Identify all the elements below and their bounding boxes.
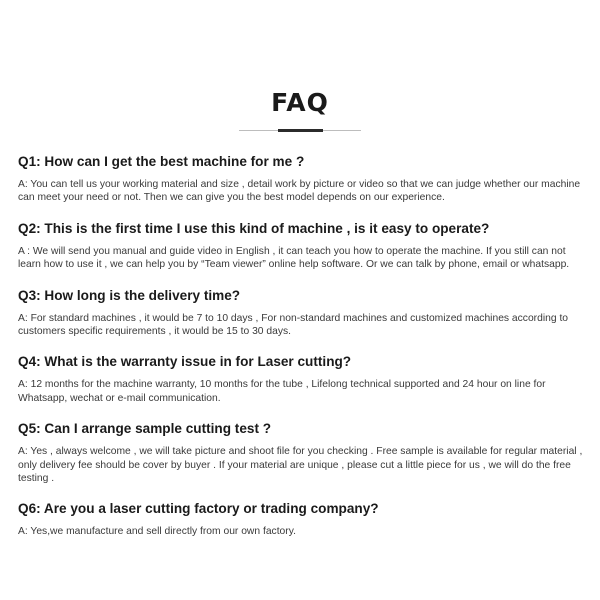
faq-question: Q1: How can I get the best machine for me ? [18,154,305,169]
faq-question: Q3: How long is the delivery time? [18,287,241,303]
faq-answer: A: Yes,we manufacture and sell directly from our own factory. [18,526,296,538]
faq-question: Q2: This is the first time I use this kind of machine , is it easy to operate? [18,220,490,236]
faq-item [18,353,590,405]
title-divider-accent [278,129,323,132]
page-title: FAQ [271,88,329,117]
faq-answer: A: You can tell us your working material and size , detail work by picture or video so that we can judge whether our machine can meet your need or not. Then we can give you the best model depends on our experience. [18,179,581,204]
faq-question: Q5: Can I arrange sample cutting test ? [18,421,272,437]
faq-item [18,220,590,272]
faq-list [18,153,590,539]
faq-answer: A : We will send you manual and guide video in English , it can teach you how to operate the machine. If you still can not learn how to use it , we can help you by “Team viewer” online help software. Or we can talk by phone, email or whatsapp. [18,245,570,271]
faq-answer: A: For standard machines , it would be 7 to 10 days , For non-standard machines and customized machines according to customers specific requirements , it would be 15 to 30 days. [18,312,569,338]
faq-item [18,287,590,339]
faq-question: Q4: What is the warranty issue in for Laser cutting? [18,354,352,370]
faq-item [18,420,590,485]
faq-answer: A: Yes , always welcome , we will take picture and shoot file for you checking . Free sample is available for regular material , only delivery fee should be cover by buyer . If your material are unique , please cut a little piece for us , we will do the free testing . [18,446,583,485]
page-header [0,88,600,118]
faq-item [18,153,590,205]
faq-answer: A: 12 months for the machine warranty, 10 months for the tube , Lifelong technical supported and 24 hour on line for Whatsapp, wechat or e-mail communication. [18,379,546,404]
faq-question: Q6: Are you a laser cutting factory or trading company? [18,501,379,517]
faq-item [18,500,590,538]
